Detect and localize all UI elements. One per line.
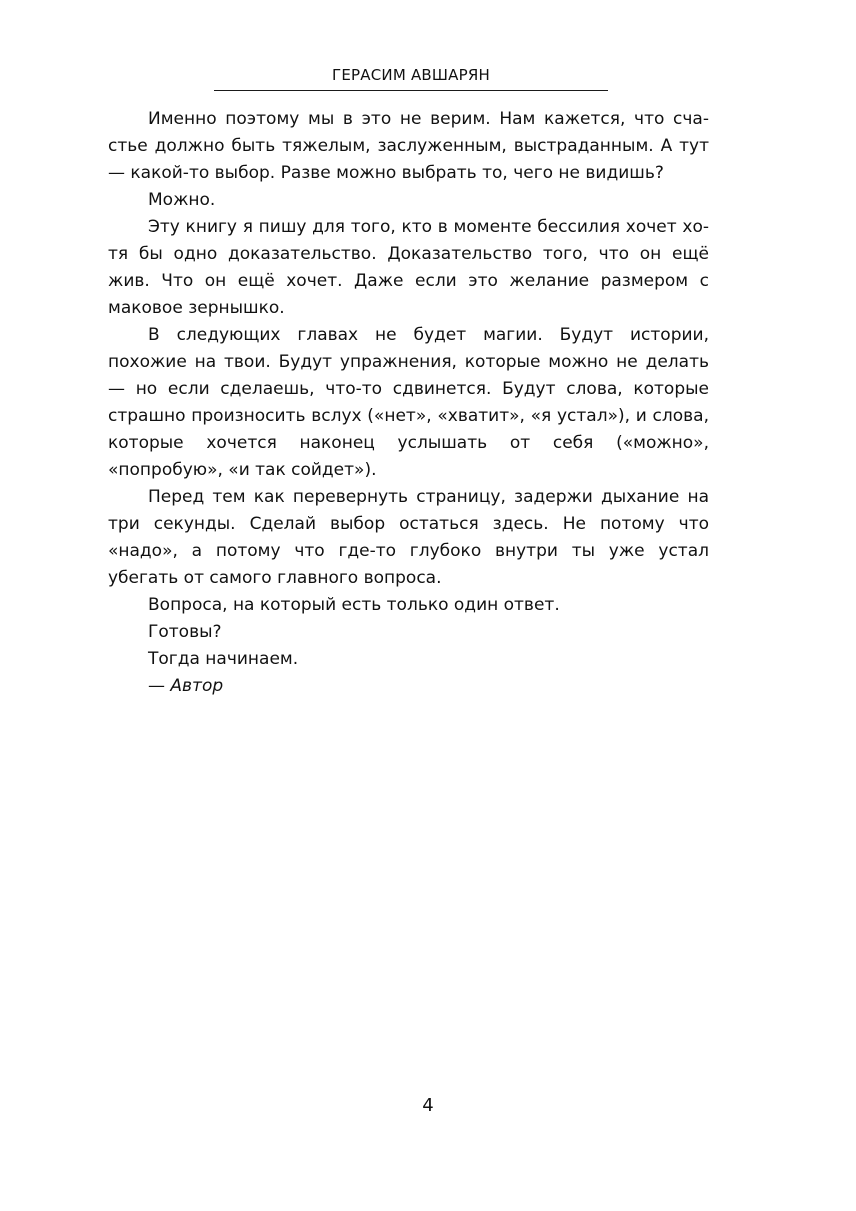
paragraph-7: Готовы? (148, 622, 222, 642)
paragraph-2: Можно. (148, 190, 216, 210)
paragraph-4: В следующих главах не будет магии. Будут истории, похожие на твои. Будут упражнения, которые можно не делать — но если сделаешь, что-то сдвинется. Будут слова, которые страшно произносить вслух («нет», «хватит», «я устал»), и слова, которые хочется наконец услышать от себя («можно», «попробую», «и так сойдет»). (108, 325, 709, 480)
author-signature (108, 673, 709, 700)
signature-text: Автор (170, 676, 224, 696)
header-divider (214, 90, 608, 91)
paragraph-8: Тогда начинаем. (148, 649, 299, 669)
paragraph-1: Именно поэтому мы в это не верим. Нам кажется, что счастье должно быть тяжелым, заслуженным, выстраданным. А тут — какой-то выбор. Разве можно выбрать то, чего не видишь? (108, 109, 709, 183)
body-text (108, 106, 709, 700)
running-header (214, 64, 608, 86)
paragraph-3: Эту книгу я пишу для того, кто в моменте бессилия хочет хотя бы одно доказательство. Доказательство того, что он ещё жив. Что он ещё хочет. Даже если это желание размером с маковое зернышко. (108, 217, 709, 318)
page-number: 4 (422, 1095, 434, 1116)
signature-dash: — (148, 676, 171, 696)
running-title: ГЕРАСИМ АВШАРЯН (332, 66, 490, 84)
paragraph-6: Вопроса, на который есть только один ответ. (148, 595, 560, 615)
paragraph-5: Перед тем как перевернуть страницу, задержи дыхание на три секунды. Сделай выбор остаться здесь. Не потому что «надо», а потому что где-то глубоко внутри ты уже устал убегать от самого главного вопроса. (108, 487, 709, 588)
